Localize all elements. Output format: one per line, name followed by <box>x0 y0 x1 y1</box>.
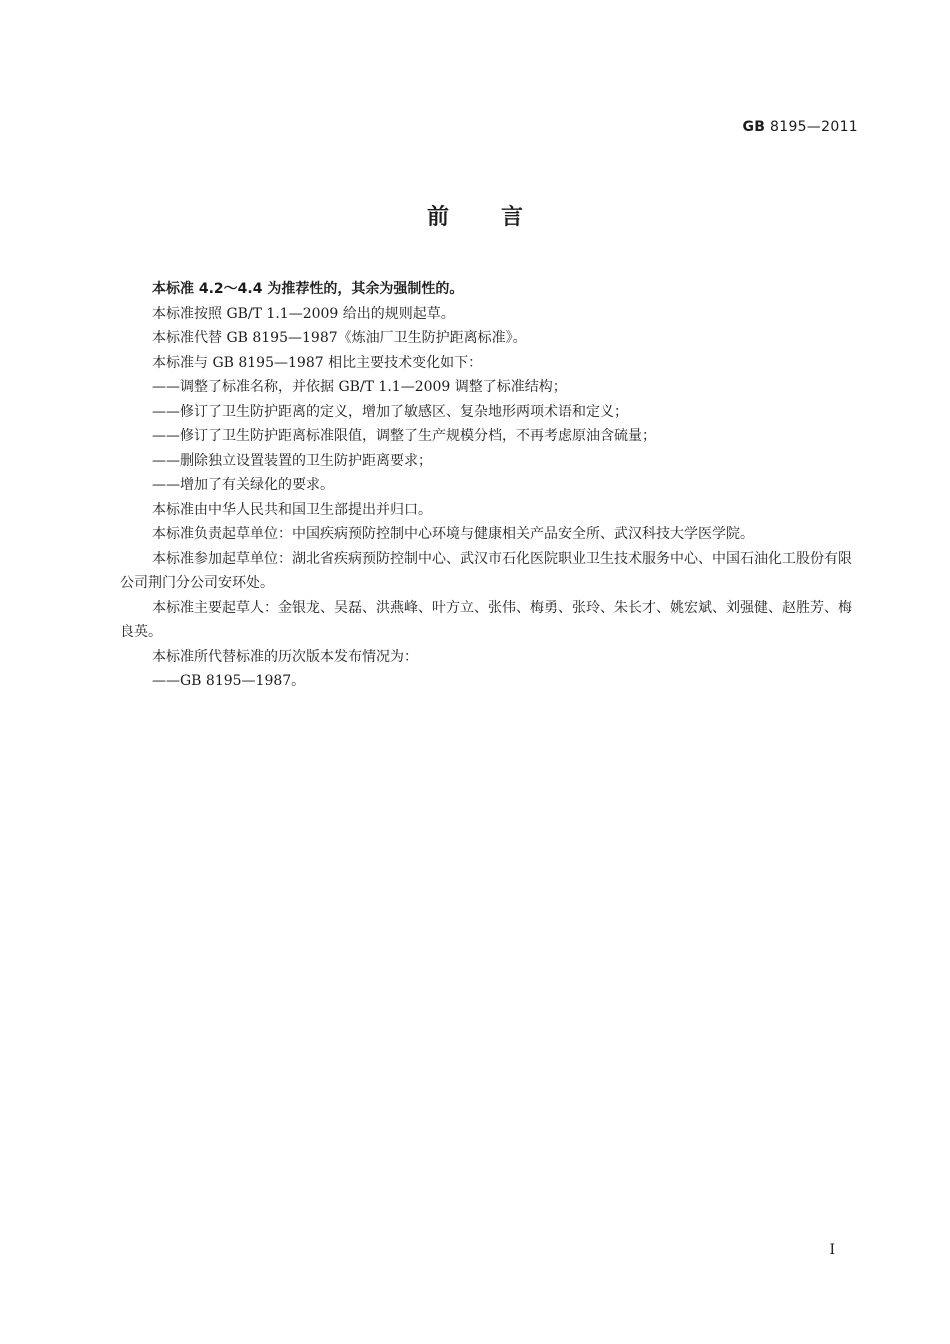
paragraph: 本标准主要起草人：金银龙、吴磊、洪燕峰、叶方立、张伟、梅勇、张玲、朱长才、姚宏斌、刘强健、赵胜芳、梅良英。 <box>120 599 852 640</box>
paragraph: 本标准代替 GB 8195—1987《炼油厂卫生防护距离标准》。 <box>152 330 527 346</box>
page-number: I <box>829 1242 835 1258</box>
paragraph: 本标准由中华人民共和国卫生部提出并归口。 <box>152 501 432 518</box>
standard-code-prefix: GB <box>742 119 766 135</box>
paragraph: 本标准负责起草单位：中国疾病预防控制中心环境与健康相关产品安全所、武汉科技大学医学院。 <box>152 526 754 542</box>
paragraph: 本标准参加起草单位：湖北省疾病预防控制中心、武汉市石化医院职业卫生技术服务中心、中国石油化工股份有限公司荆门分公司安环处。 <box>120 550 852 591</box>
standard-code <box>743 119 859 135</box>
paragraph: 本标准按照 GB/T 1.1—2009 给出的规则起草。 <box>152 305 455 322</box>
paragraph: 本标准所代替标准的历次版本发布情况为： <box>152 648 418 665</box>
list-item: ——GB 8195—1987。 <box>152 673 306 689</box>
list-item: ——修订了卫生防护距离的定义，增加了敏感区、复杂地形两项术语和定义； <box>152 403 628 420</box>
paragraph: 本标准与 GB 8195—1987 相比主要技术变化如下： <box>152 354 483 371</box>
foreword-body <box>120 277 860 694</box>
list-item: ——修订了卫生防护距离标准限值，调整了生产规模分档，不再考虑原油含硫量； <box>152 428 656 444</box>
list-item: ——增加了有关绿化的要求。 <box>152 477 334 493</box>
standard-code-number: 8195—2011 <box>770 119 858 135</box>
page-title: 前言 <box>426 205 575 230</box>
list-item: ——调整了标准名称，并依据 GB/T 1.1—2009 调整了标准结构； <box>152 379 567 395</box>
paragraph: 本标准 4.2～4.4 为推荐性的，其余为强制性的。 <box>152 281 464 297</box>
list-item: ——删除独立设置装置的卫生防护距离要求； <box>152 452 432 469</box>
